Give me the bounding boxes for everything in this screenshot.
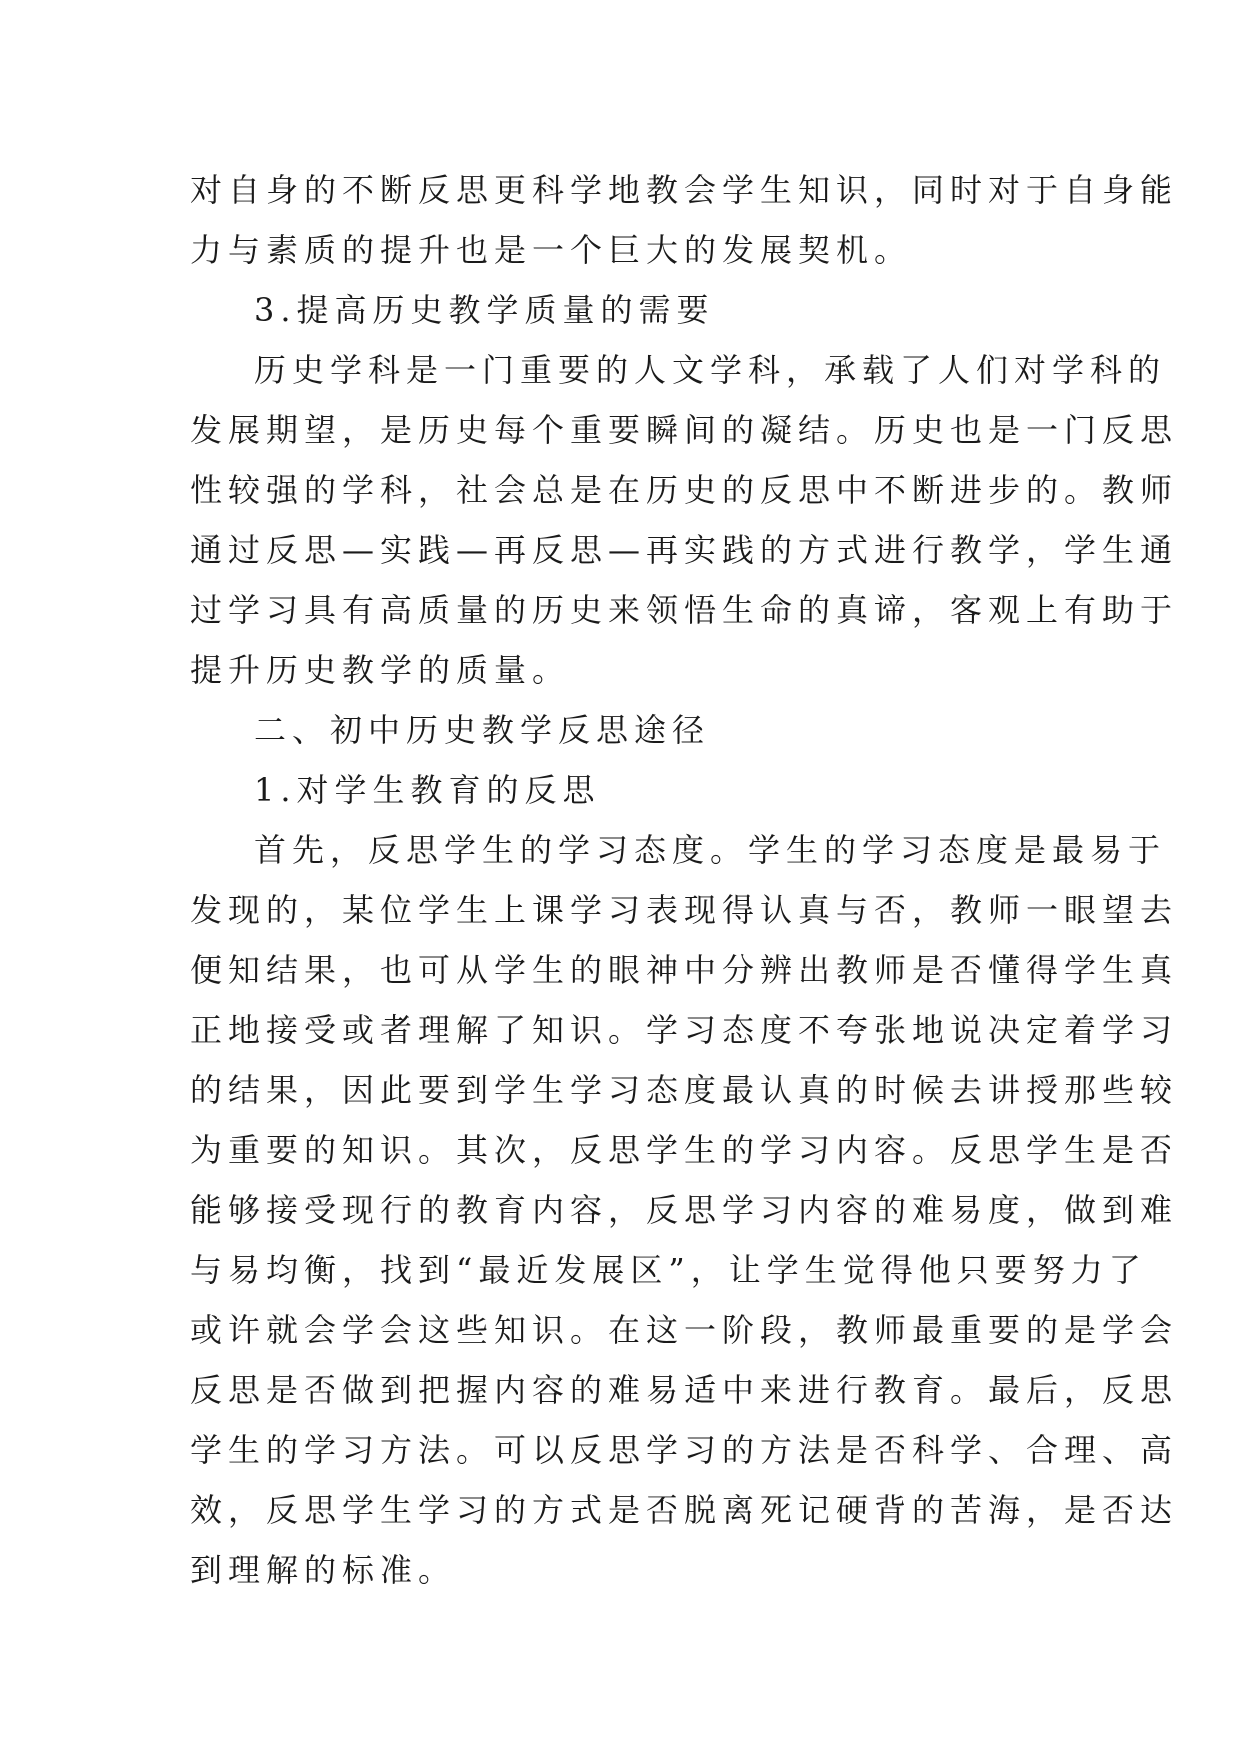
text-line: 与易均衡，找到“最近发展区”，让学生觉得他只要努力了 — [190, 1251, 1147, 1289]
text-line: 或许就会学会这些知识。在这一阶段，教师最重要的是学会 — [190, 1311, 1179, 1349]
text-line: 首先，反思学生的学习态度。学生的学习态度是最易于 — [254, 831, 1167, 869]
text-line: 提升历史教学的质量。 — [190, 651, 571, 689]
body-text — [190, 160, 1179, 1600]
text-line: 对自身的不断反思更科学地教会学生知识，同时对于自身能 — [190, 171, 1179, 209]
text-line: 过学习具有高质量的历史来领悟生命的真谛，客观上有助于 — [190, 591, 1179, 629]
text-line: 效，反思学生学习的方式是否脱离死记硬背的苦海，是否达 — [190, 1491, 1179, 1529]
text-line: 历史学科是一门重要的人文学科，承载了人们对学科的 — [254, 351, 1167, 389]
text-line: 发现的，某位学生上课学习表现得认真与否，教师一眼望去 — [190, 891, 1179, 929]
section-heading: 3.提高历史教学质量的需要 — [254, 291, 715, 329]
text-line: 力与素质的提升也是一个巨大的发展契机。 — [190, 231, 913, 269]
text-line: 反思是否做到把握内容的难易适中来进行教育。最后，反思 — [190, 1371, 1179, 1409]
text-line: 能够接受现行的教育内容，反思学习内容的难易度，做到难 — [190, 1191, 1179, 1229]
text-line: 性较强的学科，社会总是在历史的反思中不断进步的。教师 — [190, 471, 1179, 509]
subsection-heading: 1.对学生教育的反思 — [254, 771, 601, 809]
text-line: 便知结果，也可从学生的眼神中分辨出教师是否懂得学生真 — [190, 951, 1179, 989]
text-line: 通过反思—实践—再反思—再实践的方式进行教学，学生通 — [190, 531, 1179, 569]
text-line: 正地接受或者理解了知识。学习态度不夸张地说决定着学习 — [190, 1011, 1179, 1049]
text-line: 的结果，因此要到学生学习态度最认真的时候去讲授那些较 — [190, 1071, 1179, 1109]
text-line: 为重要的知识。其次，反思学生的学习内容。反思学生是否 — [190, 1131, 1179, 1169]
text-line: 发展期望，是历史每个重要瞬间的凝结。历史也是一门反思 — [190, 411, 1179, 449]
text-line: 学生的学习方法。可以反思学习的方法是否科学、合理、高 — [190, 1431, 1179, 1469]
section-heading: 二、初中历史教学反思途径 — [254, 711, 711, 749]
text-line: 到理解的标准。 — [190, 1551, 457, 1589]
